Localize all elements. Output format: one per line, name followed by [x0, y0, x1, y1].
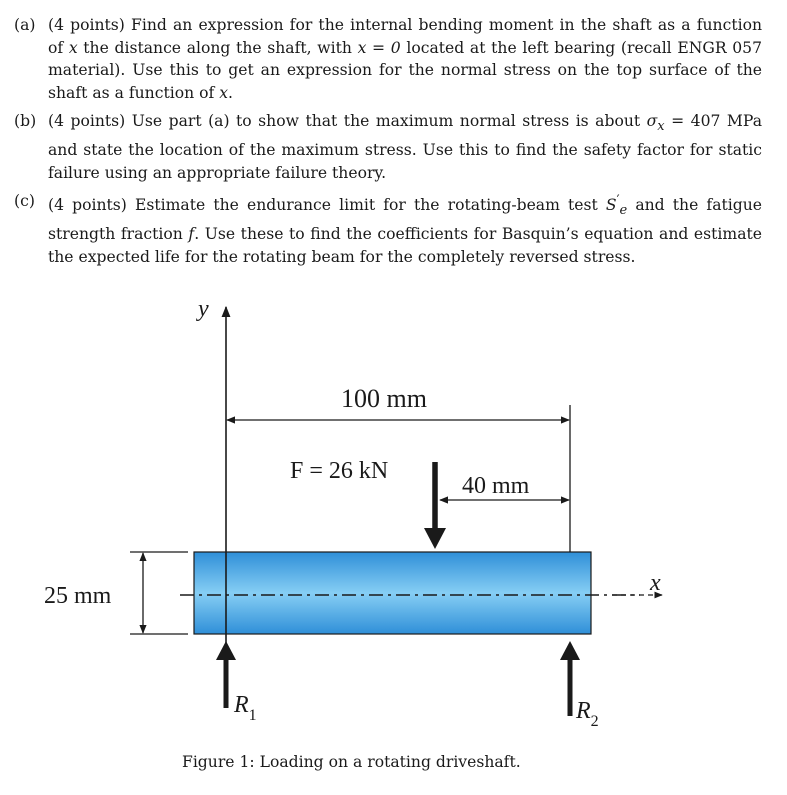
problem-c-label: (c) [14, 192, 35, 211]
diameter-label: 25 mm [44, 583, 112, 609]
problem-b [14, 110, 762, 184]
figure-caption: Figure 1: Loading on a rotating driveshaft. [182, 753, 521, 771]
problem-c-text [48, 193, 762, 266]
math-e-subscript: e [619, 203, 628, 219]
problem-a [14, 14, 762, 104]
problem-b-text [48, 112, 762, 181]
span-label: 100 mm [341, 384, 427, 413]
text-part: located at the left bearing (recall ENGR 057 material). Use this to get an expression for the normal stress on the top surface of the shaft as a function of [48, 38, 762, 102]
reaction-right-arrow-head [560, 641, 580, 660]
loading-figure [0, 285, 787, 795]
offset-label: 40 mm [462, 473, 530, 499]
force-label: F = 26 kN [290, 458, 389, 484]
shaft-diagram [0, 285, 787, 795]
force-arrow-head [424, 528, 446, 549]
problem-b-label: (b) [14, 112, 37, 131]
reaction-left-label: $R_1$ [234, 692, 257, 724]
problem-c [14, 190, 762, 268]
text-part: the distance along the shaft, with [77, 38, 358, 57]
text-part: = 407 MPa and state the location of the maximum stress. Use this to find the safety factor for static failure using an appropriate failure theory. [48, 112, 762, 182]
math-s: S [605, 196, 617, 215]
text-part: (4 points) Estimate the endurance limit for the rotating-beam test [48, 196, 606, 215]
x-axis-label: x [650, 570, 661, 596]
problem-list [14, 14, 762, 274]
y-axis-label: y [198, 296, 209, 322]
math-x: x [68, 38, 78, 57]
reaction-left-arrow-head [216, 641, 236, 660]
problem-a-label: (a) [14, 16, 36, 34]
math-sigma: σ [646, 112, 658, 131]
math-x-equals-0: x = 0 [357, 38, 401, 57]
text-part: (4 points) Use part (a) to show that the maximum normal stress is about [48, 112, 647, 131]
text-part: . [228, 83, 233, 102]
text-part: . Use these to find the coefficients for Basquin’s equation and estimate the expected life for the rotating beam for the completely reversed stress. [48, 225, 762, 266]
reaction-right-label: $R_2$ [576, 698, 599, 730]
math-x: x [219, 83, 228, 102]
text-part: and the fatigue strength fraction [48, 196, 762, 244]
math-f: f [188, 225, 195, 244]
math-sigma-subscript: x [657, 119, 665, 135]
shaft-body [194, 552, 591, 634]
math-prime: ′ [616, 193, 620, 209]
text-part: (4 points) Find an expression for the internal bending moment in the shaft as a function of [48, 16, 762, 57]
problem-a-text [48, 16, 762, 102]
